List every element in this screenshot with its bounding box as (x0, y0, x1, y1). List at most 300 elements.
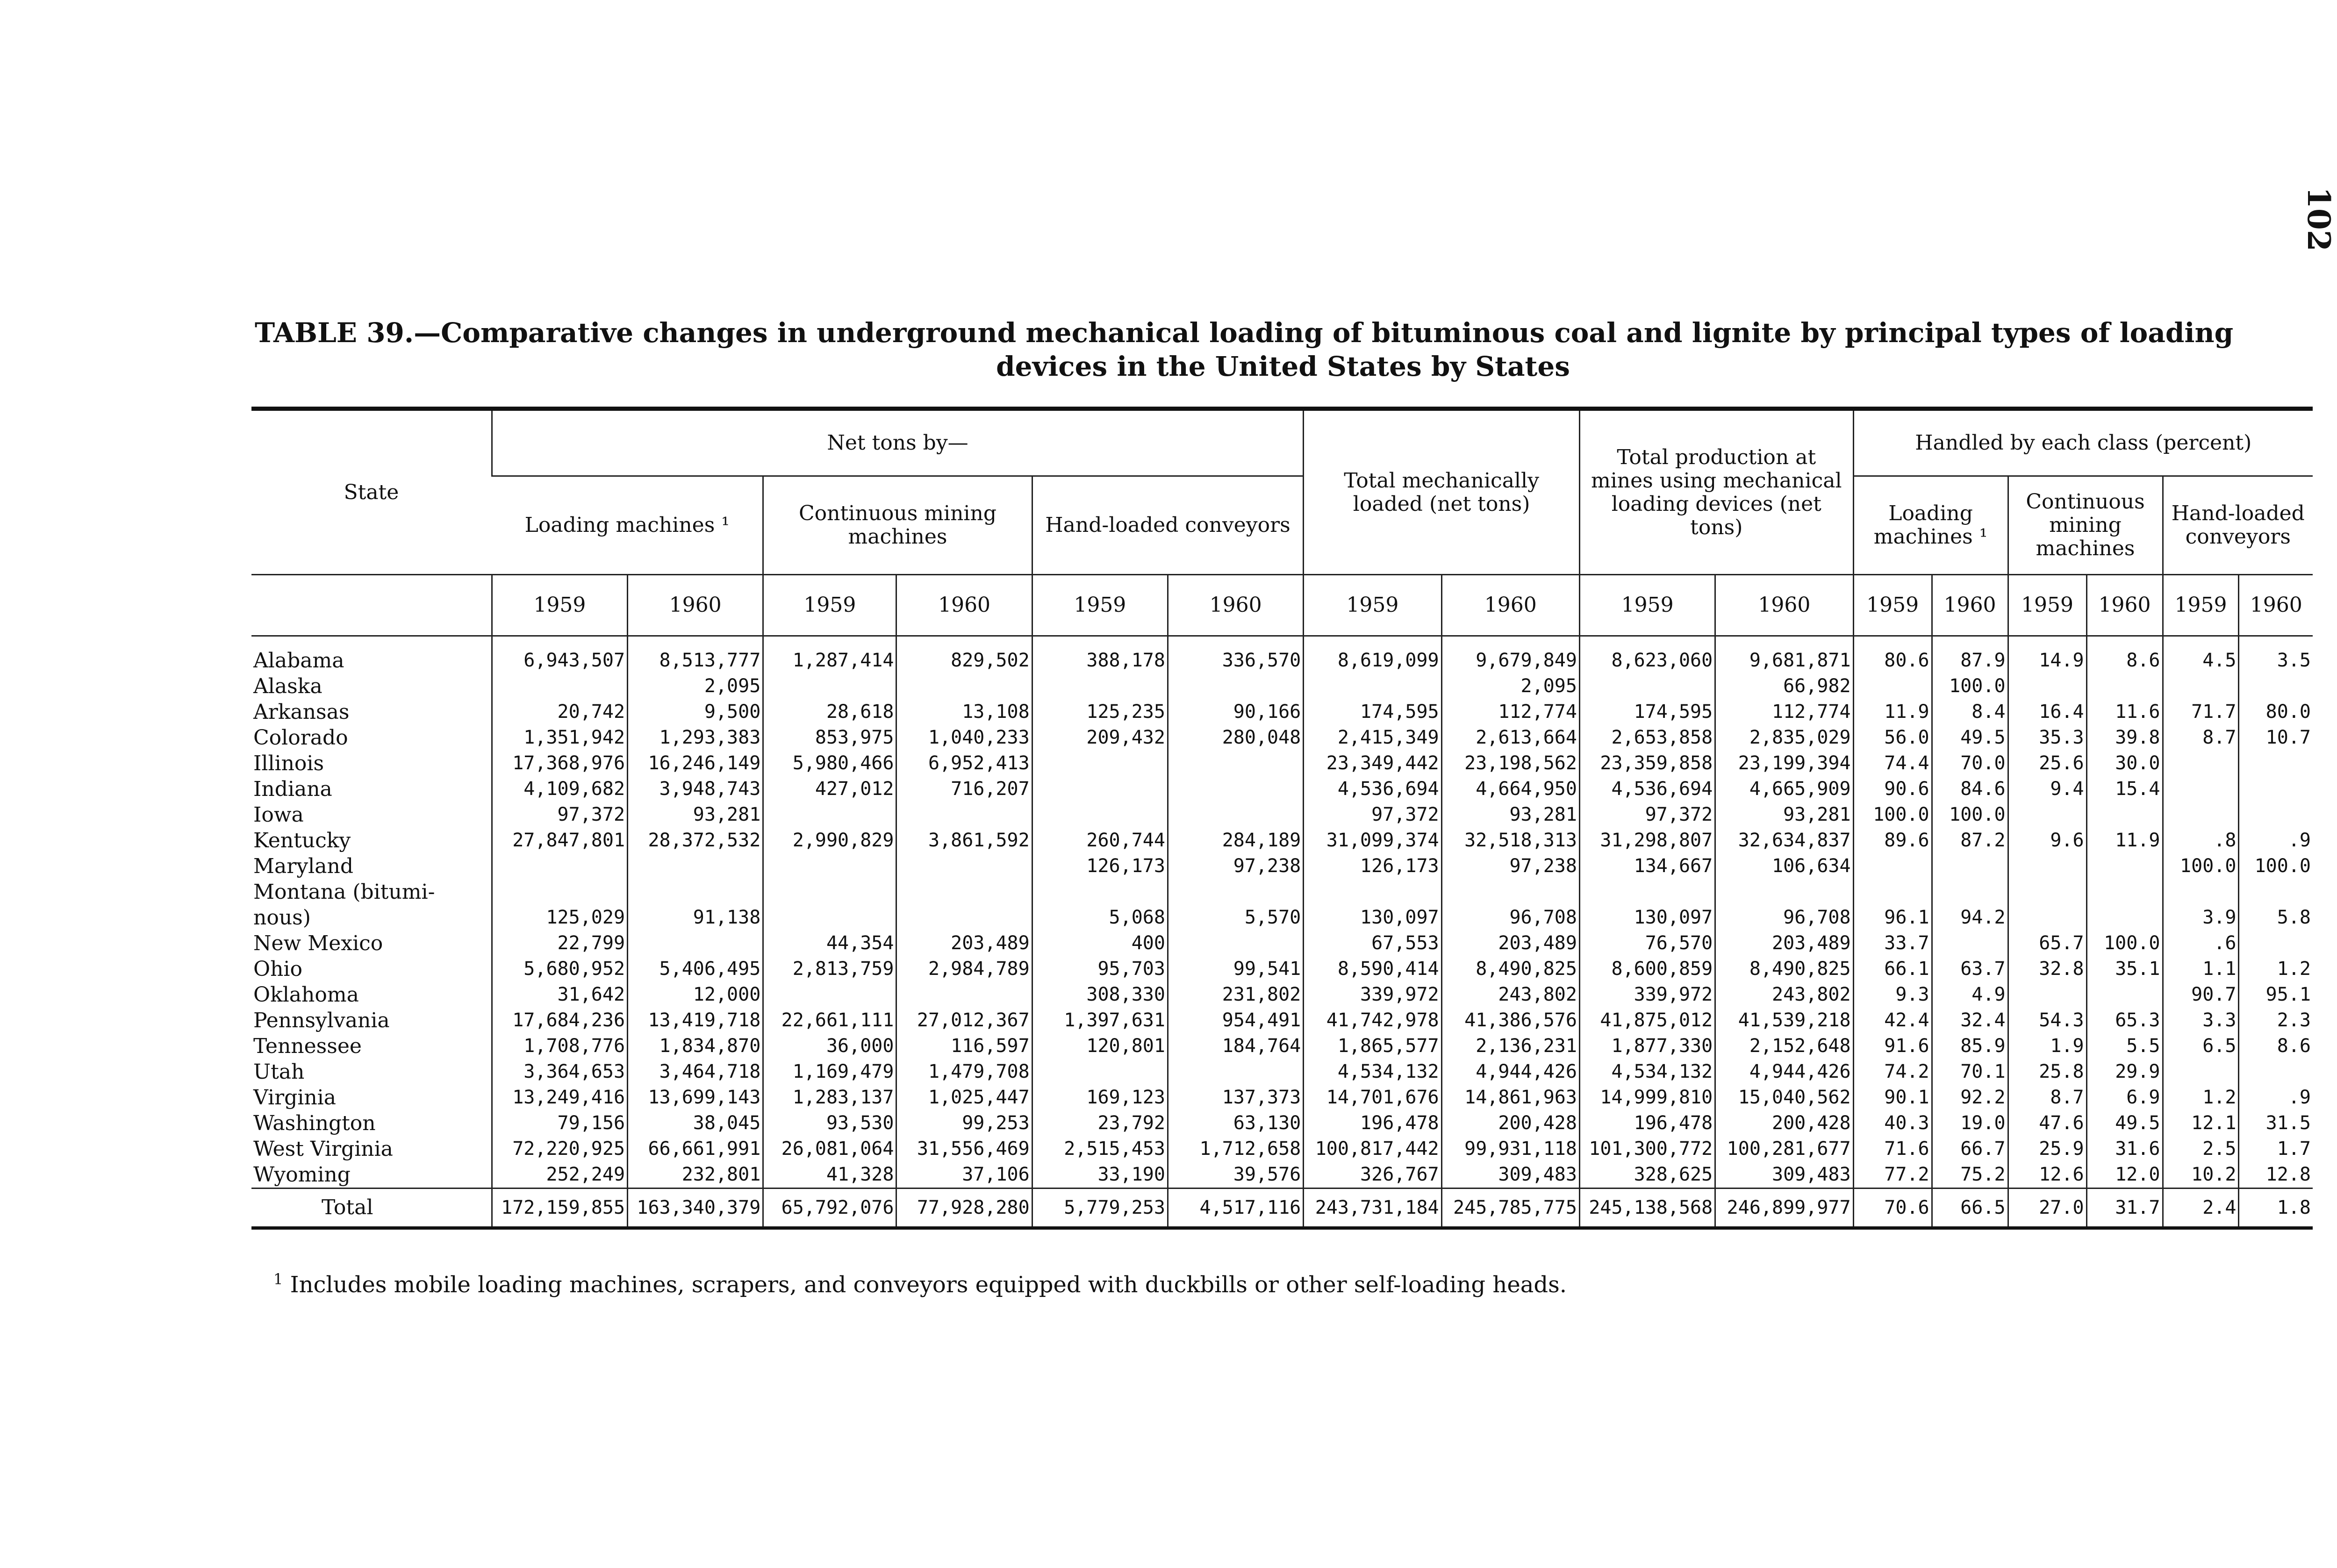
table-cell: 14,999,810 (1579, 1085, 1715, 1110)
table-cell: 96.1 (1853, 905, 1932, 931)
table-cell: 40.3 (1853, 1110, 1932, 1136)
table-cell: 130,097 (1304, 905, 1441, 931)
table-cell: 74.2 (1853, 1059, 1932, 1085)
table-cell (2008, 879, 2086, 905)
table-cell: 169,123 (1032, 1085, 1168, 1110)
table-cell: 35.1 (2086, 956, 2163, 982)
table-row (251, 1162, 2313, 1189)
table-cell (2086, 673, 2163, 699)
table-cell: 4.9 (1932, 982, 2008, 1008)
table-cell: 9.3 (1853, 982, 1932, 1008)
table-cell (896, 802, 1032, 828)
table-cell: 49.5 (2086, 1110, 2163, 1136)
state-name: West Virginia (253, 1137, 393, 1161)
table-row (251, 1059, 2313, 1085)
table-cell: 16,246,149 (628, 751, 763, 776)
table-cell: 8.6 (2086, 636, 2163, 674)
table-cell: 5.8 (2239, 905, 2313, 931)
table-cell (1579, 673, 1715, 699)
table-cell: 12.8 (2239, 1162, 2313, 1189)
state-name: Washington (253, 1111, 376, 1135)
table-cell: 8.4 (1932, 699, 2008, 725)
table-cell: 2,984,789 (896, 956, 1032, 982)
table-cell: 13,249,416 (492, 1085, 627, 1110)
table-cell (1441, 879, 1579, 905)
table-cell: 4,109,682 (492, 776, 627, 802)
table-cell: 243,731,184 (1304, 1189, 1441, 1228)
table-cell: 66,661,991 (628, 1136, 763, 1162)
table-cell (763, 853, 896, 879)
table-cell: 2,813,759 (763, 956, 896, 982)
table-row (251, 1136, 2313, 1162)
table-cell: 95,703 (1032, 956, 1168, 982)
table-cell: 27,847,801 (492, 828, 627, 853)
table-cell: 31,298,807 (1579, 828, 1715, 853)
footnote-mark: 1 (273, 1270, 283, 1288)
state-name: Virginia (253, 1086, 336, 1110)
state-name: Maryland (253, 854, 353, 878)
table-cell: 70.1 (1932, 1059, 2008, 1085)
table-cell: 1,169,479 (763, 1059, 896, 1085)
table-cell: 2,415,349 (1304, 725, 1441, 751)
table-cell: 30.0 (2086, 751, 2163, 776)
table-cell: 12,000 (628, 982, 763, 1008)
table-cell: 29.9 (2086, 1059, 2163, 1085)
table-cell: 4,664,950 (1441, 776, 1579, 802)
title-line-2: devices in the United States by States (996, 351, 1570, 382)
table-cell (1304, 879, 1441, 905)
table-cell: 38,045 (628, 1110, 763, 1136)
table-cell: 17,684,236 (492, 1008, 627, 1033)
table-cell: 93,281 (1441, 802, 1579, 828)
table-cell (2163, 673, 2239, 699)
state-name: Alaska (253, 674, 323, 698)
table-cell: 260,744 (1032, 828, 1168, 853)
state-name: Iowa (253, 803, 304, 827)
table-cell: 77,928,280 (896, 1189, 1032, 1228)
table-cell: 3,861,592 (896, 828, 1032, 853)
table-cell: 137,373 (1168, 1085, 1303, 1110)
table-cell: 954,491 (1168, 1008, 1303, 1033)
state-name: Ohio (253, 957, 302, 981)
table-cell: 31,556,469 (896, 1136, 1032, 1162)
header-hand-loaded: Hand-loaded conveyors (1032, 476, 1304, 575)
table-cell (1032, 879, 1168, 905)
table-cell: 209,432 (1032, 725, 1168, 751)
year-header: 1960 (896, 575, 1032, 636)
table-cell: 1,040,233 (896, 725, 1032, 751)
table-row (251, 1033, 2313, 1059)
table-cell: 31.7 (2086, 1189, 2163, 1228)
table-row (251, 1008, 2313, 1033)
table-cell: 339,972 (1579, 982, 1715, 1008)
table-cell: 126,173 (1032, 853, 1168, 879)
table-cell: 14.9 (2008, 636, 2086, 674)
table-cell: 4,944,426 (1441, 1059, 1579, 1085)
year-header: 1959 (1579, 575, 1715, 636)
table-cell (896, 853, 1032, 879)
table-cell (763, 879, 896, 905)
header-loading-machines: Loading machines ¹ (524, 513, 730, 537)
table-cell: 4,534,132 (1304, 1059, 1441, 1085)
table-cell (763, 673, 896, 699)
data-table-container (251, 407, 2313, 1230)
table-cell: 1,708,776 (492, 1033, 627, 1059)
table-cell: 1,025,447 (896, 1085, 1032, 1110)
table-cell: 1,877,330 (1579, 1033, 1715, 1059)
table-cell: 13,419,718 (628, 1008, 763, 1033)
table-cell: 89.6 (1853, 828, 1932, 853)
table-title (255, 316, 2311, 383)
table-cell: 174,595 (1304, 699, 1441, 725)
year-header: 1960 (1441, 575, 1579, 636)
table-cell (1168, 751, 1303, 776)
table-row (251, 699, 2313, 725)
table-cell: 8.6 (2239, 1033, 2313, 1059)
table-cell (896, 879, 1032, 905)
table-cell: 112,774 (1441, 699, 1579, 725)
table-cell: 32,634,837 (1715, 828, 1853, 853)
table-cell: 400 (1032, 931, 1168, 956)
table-cell: 35.3 (2008, 725, 2086, 751)
table-cell: 70.0 (1932, 751, 2008, 776)
table-cell: 4.5 (2163, 636, 2239, 674)
table-row (251, 776, 2313, 802)
table-cell: 6.9 (2086, 1085, 2163, 1110)
table-cell: 80.6 (1853, 636, 1932, 674)
table-cell: 3.3 (2163, 1008, 2239, 1033)
table-cell (2086, 853, 2163, 879)
table-row (251, 751, 2313, 776)
table-cell (1168, 673, 1303, 699)
table-cell: 14,861,963 (1441, 1085, 1579, 1110)
table-cell: 9,500 (628, 699, 763, 725)
table-cell (2239, 673, 2313, 699)
table-cell: 26,081,064 (763, 1136, 896, 1162)
table-cell (763, 905, 896, 931)
state-name: Utah (253, 1060, 305, 1084)
table-cell: 4,536,694 (1579, 776, 1715, 802)
table-cell: 11.9 (2086, 828, 2163, 853)
table-cell (763, 802, 896, 828)
table-cell: 13,699,143 (628, 1085, 763, 1110)
table-cell (2163, 802, 2239, 828)
year-header: 1959 (1853, 575, 1932, 636)
table-cell (1032, 1059, 1168, 1085)
table-cell: 25.6 (2008, 751, 2086, 776)
table-cell: 20,742 (492, 699, 627, 725)
table-cell: 54.3 (2008, 1008, 2086, 1033)
table-cell: 101,300,772 (1579, 1136, 1715, 1162)
table-cell (2008, 905, 2086, 931)
table-cell: 33.7 (1853, 931, 1932, 956)
table-cell (1168, 931, 1303, 956)
table-cell: 184,764 (1168, 1033, 1303, 1059)
table-cell: 1.2 (2163, 1085, 2239, 1110)
table-cell: 231,802 (1168, 982, 1303, 1008)
table-cell: 93,530 (763, 1110, 896, 1136)
table-cell: .9 (2239, 828, 2313, 853)
table-cell: 5,680,952 (492, 956, 627, 982)
table-cell: 196,478 (1579, 1110, 1715, 1136)
total-row (251, 1189, 2313, 1228)
table-cell: 97,372 (492, 802, 627, 828)
table-cell: 39,576 (1168, 1162, 1303, 1189)
table-cell: 120,801 (1032, 1033, 1168, 1059)
state-name: Colorado (253, 726, 348, 750)
table-cell: 66,982 (1715, 673, 1853, 699)
state-name: Indiana (253, 777, 332, 801)
table-body (251, 636, 2313, 1228)
table-cell: 39.8 (2086, 725, 2163, 751)
year-header: 1959 (763, 575, 896, 636)
table-cell: 309,483 (1715, 1162, 1853, 1189)
table-cell: 5,068 (1032, 905, 1168, 931)
table-cell: 65,792,076 (763, 1189, 896, 1228)
year-header: 1959 (2008, 575, 2086, 636)
table-cell: 31.5 (2239, 1110, 2313, 1136)
year-header: 1959 (1304, 575, 1441, 636)
table-cell: 23,198,562 (1441, 751, 1579, 776)
header-net-tons-by: Net tons by— (492, 409, 1303, 476)
table-cell (896, 982, 1032, 1008)
table-cell: 308,330 (1032, 982, 1168, 1008)
table-cell: 100,281,677 (1715, 1136, 1853, 1162)
table-cell: 326,767 (1304, 1162, 1441, 1189)
table-cell: 93,281 (1715, 802, 1853, 828)
state-name: Oklahoma (253, 983, 359, 1007)
table-cell (492, 673, 627, 699)
state-name: New Mexico (253, 931, 383, 955)
table-cell: 100.0 (2239, 853, 2313, 879)
table-cell: 66.7 (1932, 1136, 2008, 1162)
table-cell: 716,207 (896, 776, 1032, 802)
table-cell: 9.4 (2008, 776, 2086, 802)
table-cell: 8,600,859 (1579, 956, 1715, 982)
table-cell: 5,779,253 (1032, 1189, 1168, 1228)
table-cell: 1,283,137 (763, 1085, 896, 1110)
table-cell (1304, 673, 1441, 699)
table-row (251, 853, 2313, 879)
table-cell (2008, 802, 2086, 828)
table-cell (2239, 931, 2313, 956)
table-cell: 134,667 (1579, 853, 1715, 879)
table-cell: 87.9 (1932, 636, 2008, 674)
state-name: Total (251, 1189, 492, 1228)
table-cell (2008, 853, 2086, 879)
table-cell: 1,287,414 (763, 636, 896, 674)
table-cell: 28,372,532 (628, 828, 763, 853)
table-cell (1579, 879, 1715, 905)
table-cell: 243,802 (1441, 982, 1579, 1008)
table-cell: 427,012 (763, 776, 896, 802)
table-cell: 4,944,426 (1715, 1059, 1853, 1085)
header-state-blank (251, 575, 492, 636)
table-cell: 23,349,442 (1304, 751, 1441, 776)
table-cell: 92.2 (1932, 1085, 2008, 1110)
table-cell: 1,834,870 (628, 1033, 763, 1059)
table-cell: 8,619,099 (1304, 636, 1441, 674)
table-cell: 23,359,858 (1579, 751, 1715, 776)
table-cell: 65.7 (2008, 931, 2086, 956)
table-cell: 2.4 (2163, 1189, 2239, 1228)
table-cell: 336,570 (1168, 636, 1303, 674)
table-cell: 2.3 (2239, 1008, 2313, 1033)
table-cell: 49.5 (1932, 725, 2008, 751)
table-cell: 97,238 (1168, 853, 1303, 879)
state-name: Alabama (253, 649, 344, 673)
state-name: Arkansas (253, 700, 350, 724)
table-cell: 280,048 (1168, 725, 1303, 751)
table-row (251, 828, 2313, 853)
table-cell: .8 (2163, 828, 2239, 853)
table-cell (1168, 879, 1303, 905)
year-header: 1959 (1032, 575, 1168, 636)
table-cell: 2,515,453 (1032, 1136, 1168, 1162)
table-cell: 130,097 (1579, 905, 1715, 931)
year-header: 1960 (628, 575, 763, 636)
table-cell: 75.2 (1932, 1162, 2008, 1189)
table-cell (2086, 905, 2163, 931)
table-cell: 2,835,029 (1715, 725, 1853, 751)
loading-table (251, 407, 2313, 1230)
table-cell: 67,553 (1304, 931, 1441, 956)
header-total-mech: Total mechanically loaded (net tons) (1304, 409, 1580, 575)
table-cell (896, 673, 1032, 699)
table-cell: 5,570 (1168, 905, 1303, 931)
table-cell: 200,428 (1441, 1110, 1579, 1136)
table-cell: 3,948,743 (628, 776, 763, 802)
table-cell: 100.0 (1932, 673, 2008, 699)
table-cell: 90,166 (1168, 699, 1303, 725)
table-cell: 9,679,849 (1441, 636, 1579, 674)
table-cell: 72,220,925 (492, 1136, 627, 1162)
table-cell: 85.9 (1932, 1033, 2008, 1059)
table-cell (1853, 673, 1932, 699)
table-cell: 23,199,394 (1715, 751, 1853, 776)
table-cell: 97,238 (1441, 853, 1579, 879)
table-cell: 14,701,676 (1304, 1085, 1441, 1110)
table-cell: 23,792 (1032, 1110, 1168, 1136)
header-pct-continuous: Continuous mining machines (2008, 476, 2163, 575)
table-row (251, 725, 2313, 751)
table-cell: 12.6 (2008, 1162, 2086, 1189)
table-cell: 93,281 (628, 802, 763, 828)
table-cell: 87.2 (1932, 828, 2008, 853)
table-row (251, 1110, 2313, 1136)
table-cell: 12.1 (2163, 1110, 2239, 1136)
table-cell: 22,661,111 (763, 1008, 896, 1033)
table-cell: 1.8 (2239, 1189, 2313, 1228)
table-cell: 245,138,568 (1579, 1189, 1715, 1228)
table-cell (1168, 802, 1303, 828)
table-cell (2239, 1059, 2313, 1085)
year-header: 1959 (2163, 575, 2239, 636)
state-name: Tennessee (253, 1034, 362, 1058)
table-cell: 76,570 (1579, 931, 1715, 956)
footnote-text: Includes mobile loading machines, scrapers, and conveyors equipped with duckbills or other self-loading heads. (290, 1272, 1567, 1298)
table-cell: 71.6 (1853, 1136, 1932, 1162)
table-cell: 9,681,871 (1715, 636, 1853, 674)
table-cell: 8,623,060 (1579, 636, 1715, 674)
table-cell: .9 (2239, 1085, 2313, 1110)
table-cell (628, 931, 763, 956)
table-cell: 66.1 (1853, 956, 1932, 982)
table-cell: 1.1 (2163, 956, 2239, 982)
table-cell: 2.5 (2163, 1136, 2239, 1162)
table-cell: 116,597 (896, 1033, 1032, 1059)
table-cell: 853,975 (763, 725, 896, 751)
year-header: 1959 (492, 575, 627, 636)
table-cell: 56.0 (1853, 725, 1932, 751)
table-cell: 41,328 (763, 1162, 896, 1189)
table-cell: 12.0 (2086, 1162, 2163, 1189)
table-cell: 33,190 (1032, 1162, 1168, 1189)
table-cell (2239, 751, 2313, 776)
table-cell: 96,708 (1715, 905, 1853, 931)
table-cell: 31,642 (492, 982, 627, 1008)
table-cell: 31,099,374 (1304, 828, 1441, 853)
table-cell: 203,489 (1441, 931, 1579, 956)
table-cell: 8,590,414 (1304, 956, 1441, 982)
state-name: nous) (253, 906, 311, 930)
table-cell: 15.4 (2086, 776, 2163, 802)
table-cell: 97,372 (1579, 802, 1715, 828)
table-cell (1853, 853, 1932, 879)
table-cell: 100.0 (2163, 853, 2239, 879)
table-cell: 91,138 (628, 905, 763, 931)
table-cell: 84.6 (1932, 776, 2008, 802)
table-cell: 16.4 (2008, 699, 2086, 725)
page-number: 102 (2301, 187, 2337, 251)
year-header: 1960 (1168, 575, 1303, 636)
table-cell: 80.0 (2239, 699, 2313, 725)
table-cell (628, 879, 763, 905)
table-cell (1032, 776, 1168, 802)
table-cell (628, 853, 763, 879)
table-cell: 100.0 (1932, 802, 2008, 828)
table-cell: 2,653,858 (1579, 725, 1715, 751)
table-cell: 79,156 (492, 1110, 627, 1136)
table-cell: 100.0 (1853, 802, 1932, 828)
table-cell: 1,865,577 (1304, 1033, 1441, 1059)
table-cell: 196,478 (1304, 1110, 1441, 1136)
table-cell: 2,095 (1441, 673, 1579, 699)
table-row (251, 636, 2313, 674)
table-cell: 15,040,562 (1715, 1085, 1853, 1110)
table-cell (2008, 982, 2086, 1008)
year-header: 1960 (2239, 575, 2313, 636)
table-cell: 8,490,825 (1715, 956, 1853, 982)
table-cell: 74.4 (1853, 751, 1932, 776)
table-cell: 1,293,383 (628, 725, 763, 751)
table-cell (2163, 879, 2239, 905)
table-cell (492, 879, 627, 905)
table-cell: 63,130 (1168, 1110, 1303, 1136)
header-continuous-mining: Continuous mining machines (763, 476, 1032, 575)
table-header (251, 409, 2313, 636)
table-cell (2008, 673, 2086, 699)
table-cell: 125,029 (492, 905, 627, 931)
table-cell: 112,774 (1715, 699, 1853, 725)
table-cell: 100,817,442 (1304, 1136, 1441, 1162)
table-row (251, 931, 2313, 956)
table-cell: 41,386,576 (1441, 1008, 1579, 1033)
year-header-row (251, 575, 2313, 636)
table-cell (896, 905, 1032, 931)
table-cell: 2,152,648 (1715, 1033, 1853, 1059)
table-cell: 106,634 (1715, 853, 1853, 879)
